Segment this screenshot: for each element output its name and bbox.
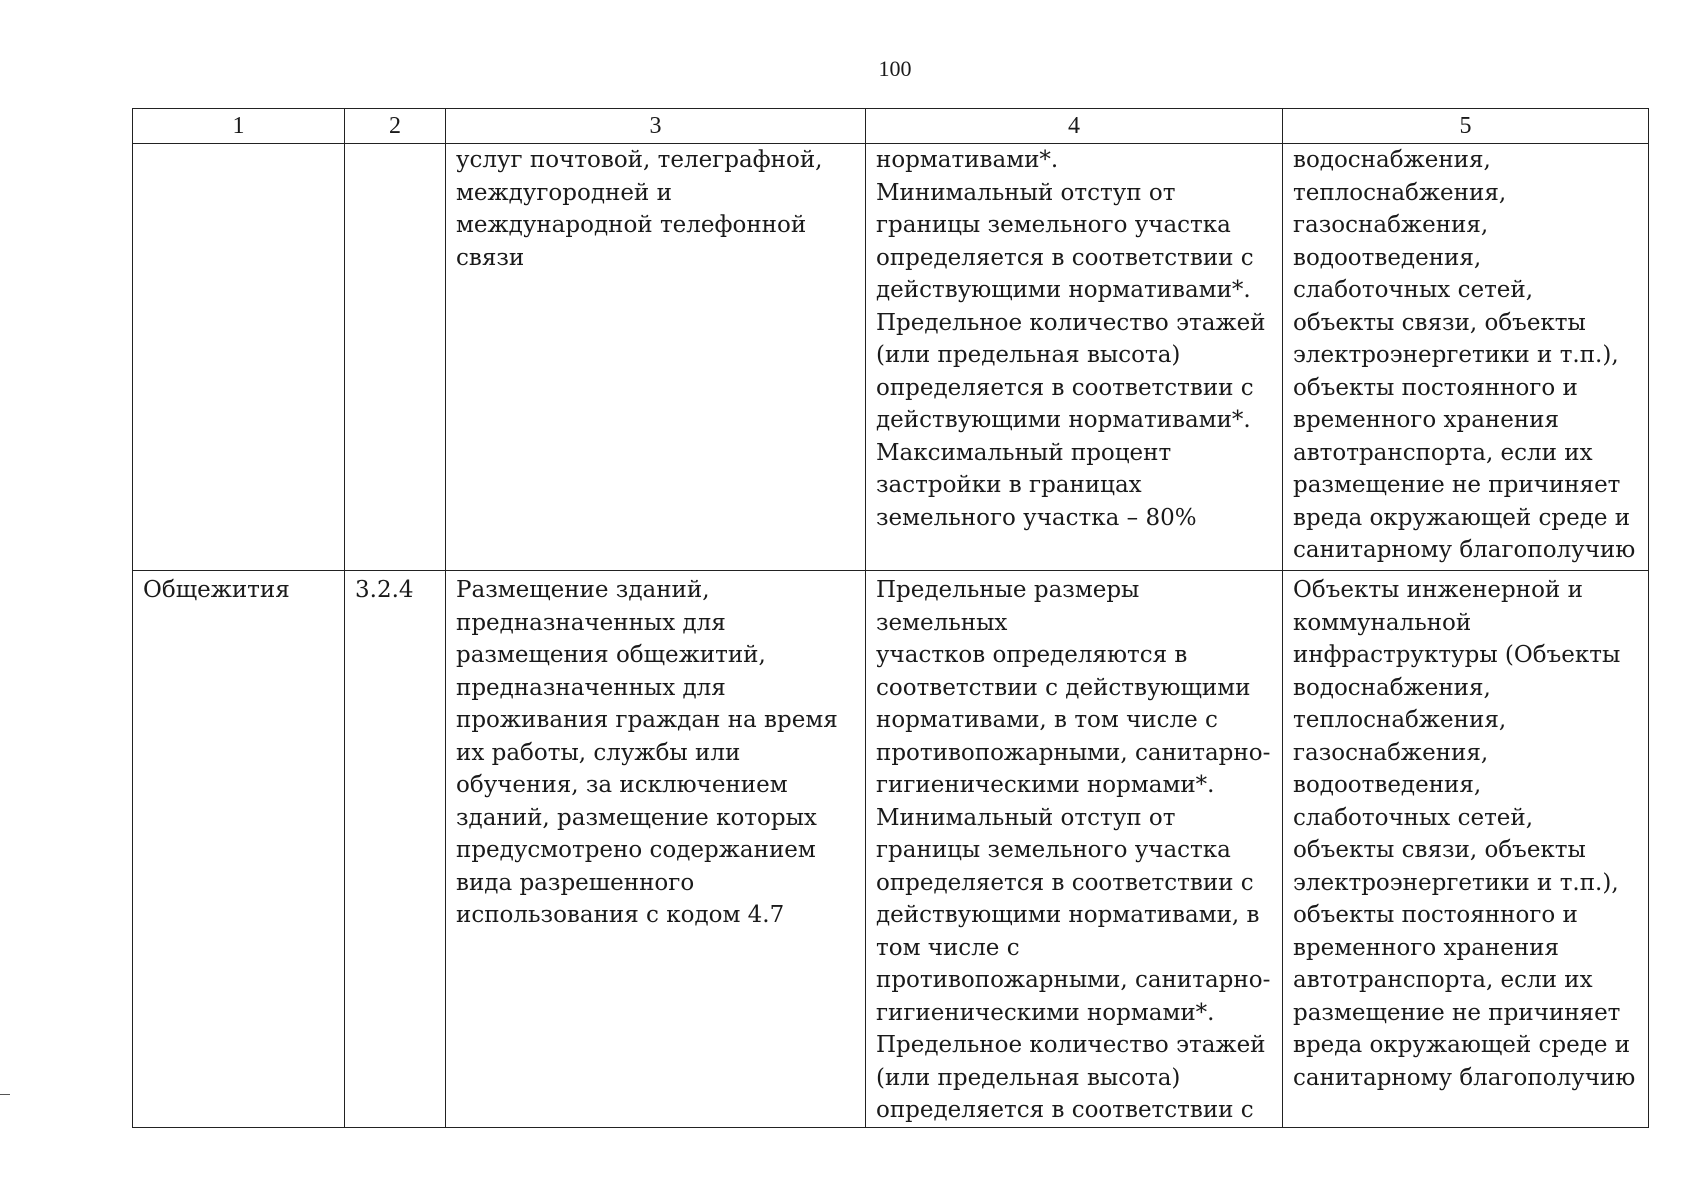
use-name-cell [133, 144, 345, 571]
column-header-2: 2 [345, 109, 446, 144]
table-row [133, 144, 1649, 571]
column-header-3: 3 [446, 109, 866, 144]
use-code-cell: 3.2.4 [345, 571, 446, 1128]
use-description-cell: Размещение зданий, предназначенных для размещения общежитий, предназначенных для проживания граждан на время их работы, службы или обучения, за исключением зданий, размещение которых предусмотрено содержанием вида разрешенного использования с кодом 4.7 [446, 571, 866, 1128]
column-header-1: 1 [133, 109, 345, 144]
scan-edge-mark [0, 1094, 10, 1095]
use-description-cell: услуг почтовой, телеграфной, междугородней и международной телефонной связи [446, 144, 866, 571]
auxiliary-uses-cell: Объекты инженерной и коммунальной инфраструктуры (Объекты водоснабжения, теплоснабжения, газоснабжения, водоотведения, слаботочных сетей, объекты связи, объекты электроэнергетики и т.п.), объекты постоянного и временного хранения автотранспорта, если их размещение не причиняет вреда окружающей среде и санитарному благополучию [1283, 571, 1649, 1128]
parameters-cell: Предельные размеры земельных участков определяются в соответствии с действующими нормативами, в том числе с противопожарными, санитарно- гигиеническими нормами*. Минимальный отступ от границы земельного участка определяется в соответствии с действующими нормативами, в том числе с противопожарными, санитарно- гигиеническими нормами*. Предельное количество этажей (или предельная высота) определяется в соответствии с [866, 571, 1283, 1128]
page-number: 100 [878, 56, 912, 81]
use-name-cell: Общежития [133, 571, 345, 1128]
parameters-cell: нормативами*. Минимальный отступ от границы земельного участка определяется в соответствии с действующими нормативами*. Предельное количество этажей (или предельная высота) определяется в соответствии с действующими нормативами*. Максимальный процент застройки в границах земельного участка – 80% [866, 144, 1283, 571]
land-use-table [132, 108, 1649, 1128]
auxiliary-uses-cell: водоснабжения, теплоснабжения, газоснабжения, водоотведения, слаботочных сетей, объекты связи, объекты электроэнергетики и т.п.), объекты постоянного и временного хранения автотранспорта, если их размещение не причиняет вреда окружающей среде и санитарному благополучию [1283, 144, 1649, 571]
column-header-5: 5 [1283, 109, 1649, 144]
header-row [133, 109, 1649, 144]
use-code-cell [345, 144, 446, 571]
table-row [133, 571, 1649, 1128]
column-header-4: 4 [866, 109, 1283, 144]
